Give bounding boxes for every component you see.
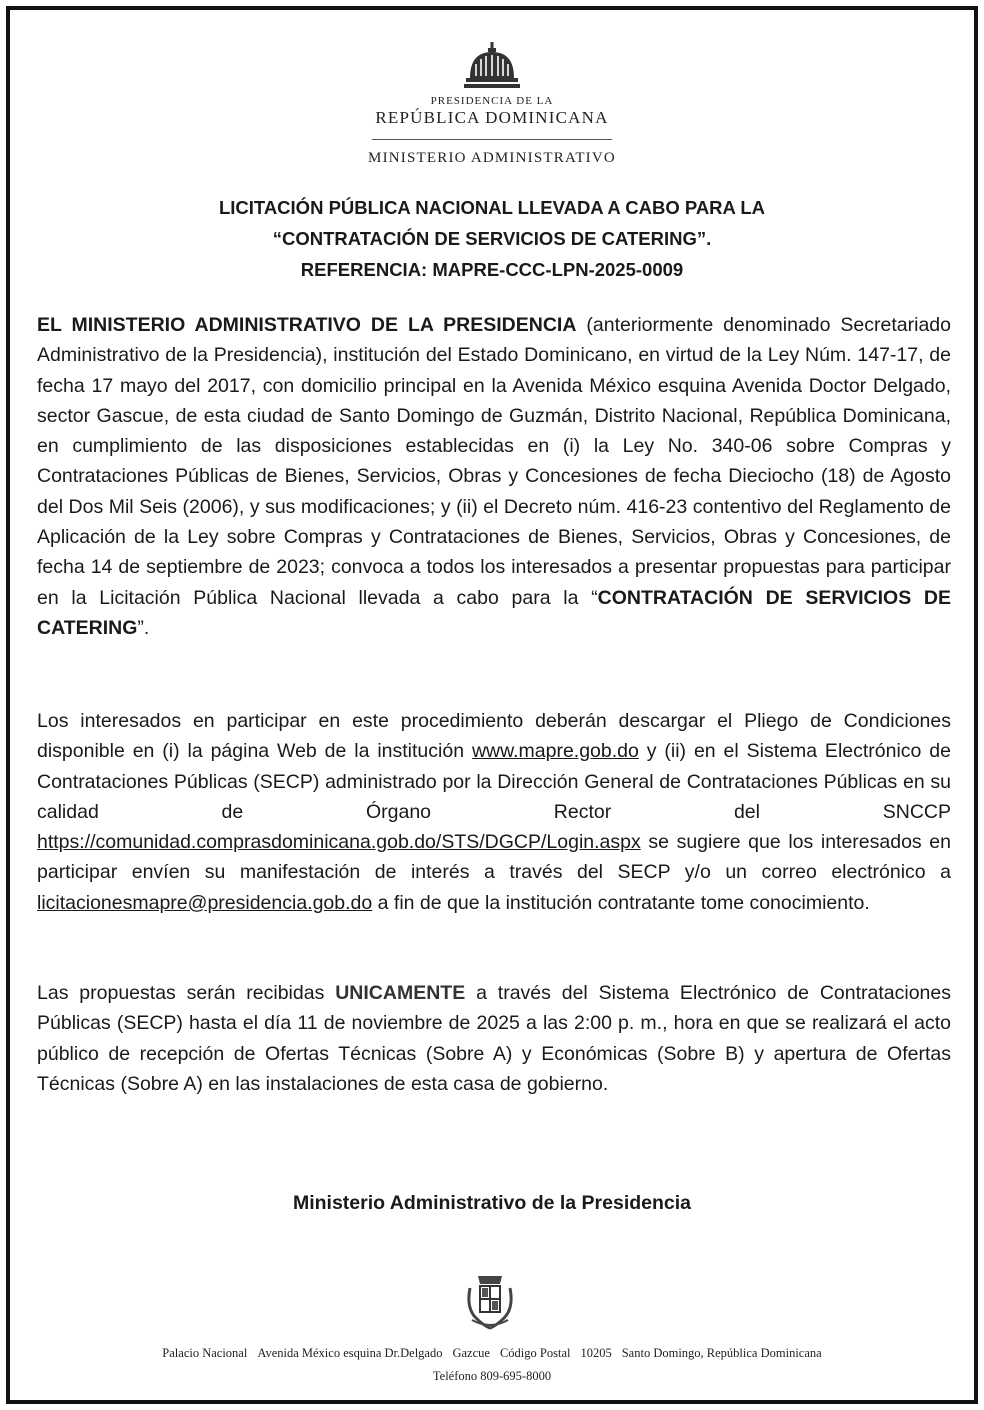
footer bbox=[10, 1342, 974, 1388]
email-link[interactable]: licitacionesmapre@presidencia.gob.do bbox=[37, 891, 373, 914]
footer-phone: Teléfono 809-695-8000 bbox=[432, 1369, 552, 1383]
ministry-name-lead: EL MINISTERIO ADMINISTRATIVO DE LA PRESIDENCIA bbox=[37, 314, 577, 336]
paragraph-instructions bbox=[37, 706, 951, 918]
paragraph-2-part-1: Los interesados en participar en este procedimiento deberán descargar el Pliego de Condiciones disponible en (i) la página Web de la institución bbox=[37, 710, 951, 763]
document-title bbox=[10, 192, 974, 285]
title-line-1: LICITACIÓN PÚBLICA NACIONAL LLEVADA A CABO PARA LA bbox=[218, 197, 766, 218]
paragraph-2-part-4: a fin de que la institución contratante tome conocimiento. bbox=[372, 891, 870, 914]
paragraph-3-part-2: a través del Sistema Electrónico de Contrataciones Públicas (SECP) hasta el día 11 de noviembre de 2025 a las 2:00 p. m., hora en que se realizará el acto público de recepción de Ofertas Técnicas (Sobre A) y Económicas (Sobre B) y apertura de Ofertas Técnicas (Sobre A) en las instalaciones de esta casa de gobierno. bbox=[37, 982, 951, 1095]
presidency-label: PRESIDENCIA DE LA bbox=[430, 95, 554, 107]
letterhead bbox=[10, 42, 974, 167]
secp-portal-link[interactable]: https://comunidad.comprasdominicana.gob.do/STS/DGCP/Login.aspx bbox=[37, 831, 641, 854]
signature: Ministerio Administrativo de la Presidencia bbox=[292, 1192, 692, 1214]
paragraph-2-part-3: se sugiere que los interesados en participar envíen su manifestación de interés a través del SECP y/o un correo electrónico a bbox=[37, 831, 951, 884]
republic-label: REPÚBLICA DOMINICANA bbox=[375, 108, 609, 127]
paragraph-2-part-2: y (ii) en el Sistema Electrónico de Contrataciones Públicas (SECP) administrado por la Dirección General de Contrataciones Públicas en su calidad de Órgano Rector del SNCCP bbox=[37, 740, 951, 823]
coat-of-arms-icon bbox=[462, 1268, 518, 1330]
title-line-2: “CONTRATACIÓN DE SERVICIOS DE CATERING”. bbox=[272, 228, 712, 249]
paragraph-deadline bbox=[37, 978, 951, 1099]
website-link[interactable]: www.mapre.gob.do bbox=[471, 740, 639, 763]
footer-address: Palacio Nacional Avenida México esquina Dr.Delgado Gazcue Código Postal 10205 Santo Domingo, República Dominicana bbox=[162, 1346, 822, 1360]
paragraph-convocation bbox=[37, 310, 951, 643]
document-frame bbox=[6, 6, 978, 1404]
palace-dome-logo bbox=[464, 42, 520, 92]
paragraph-3-part-1: Las propuestas serán recibidas bbox=[37, 982, 336, 1004]
paragraph-1-tail: ”. bbox=[137, 616, 150, 639]
contract-name-bold: CONTRATACIÓN DE SERVICIOS DE CATERING bbox=[37, 586, 952, 639]
ministry-label: MINISTERIO ADMINISTRATIVO bbox=[368, 150, 616, 166]
unicamente-emphasis: UNICAMENTE bbox=[335, 982, 466, 1004]
header-divider bbox=[372, 139, 612, 140]
title-reference: REFERENCIA: MAPRE-CCC-LPN-2025-0009 bbox=[300, 259, 684, 280]
paragraph-1-text: (anteriormente denominado Secretariado Administrativo de la Presidencia), institución del Estado Dominicano, en virtud de la Ley Núm. 147-17, de fecha 17 mayo del 2017, con domicilio principal en la Avenida México esquina Avenida Doctor Delgado, sector Gascue, de esta ciudad de Santo Domingo de Guzmán, Distrito Nacional, República Dominicana, en cumplimiento de las disposiciones establecidas en (i) la Ley No. 340-06 sobre Compras y Contrataciones Públicas de Bienes, Servicios, Obras y Concesiones de fecha Dieciocho (18) de Agosto del Dos Mil Seis (2006), y sus modificaciones; y (ii) el Decreto núm. 416-23 contentivo del Reglamento de Aplicación de la Ley sobre Compras y Contrataciones de Bienes, Servicios, Obras y Concesiones, de fecha 14 de septiembre de 2023; convoca a todos los interesados a presentar propuestas para participar en la Licitación Pública Nacional llevada a cabo para la “ bbox=[37, 314, 951, 609]
